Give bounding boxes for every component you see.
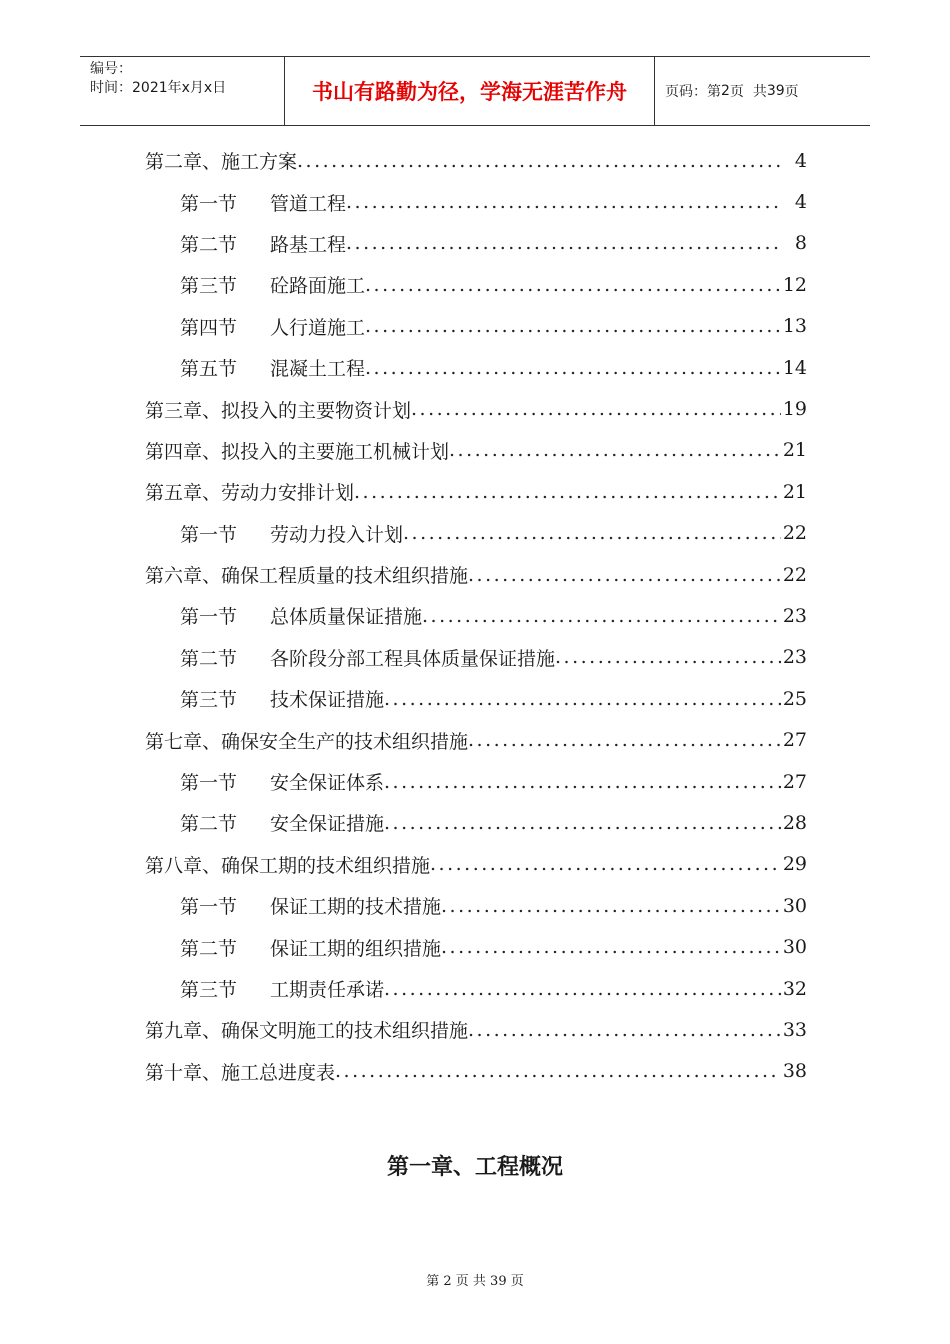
toc-entry-title: 人行道施工 xyxy=(270,316,366,339)
toc-entry-title: 混凝土工程 xyxy=(270,358,366,381)
toc-entry-title: 技术保证措施 xyxy=(270,689,385,712)
toc-page-number: 22 xyxy=(782,563,807,586)
toc-section-entry[interactable] xyxy=(145,347,807,388)
toc-page-number: 8 xyxy=(794,232,807,255)
toc-chapter-entry[interactable] xyxy=(145,140,807,181)
toc-section-number: 第二节 xyxy=(180,647,238,670)
page-mid: 页 共 xyxy=(729,84,767,100)
toc-page-number: 27 xyxy=(782,770,807,793)
toc-entry-title: 总体质量保证措施 xyxy=(270,606,423,629)
toc-section-number: 第三节 xyxy=(180,275,238,298)
toc-entry-title: 砼路面施工 xyxy=(270,275,366,298)
table-of-contents xyxy=(145,140,807,1092)
toc-page-number: 12 xyxy=(782,273,807,296)
page-header xyxy=(80,56,870,126)
toc-entry-title: 各阶段分部工程具体质量保证措施 xyxy=(270,647,556,670)
toc-leader-dots xyxy=(449,439,781,461)
toc-section-number: 第一节 xyxy=(180,606,238,629)
toc-entry-title: 工期责任承诺 xyxy=(270,979,385,1001)
toc-leader-dots xyxy=(555,646,781,668)
toc-entry-title: 第九章、确保文明施工的技术组织措施 xyxy=(145,1020,469,1043)
toc-page-number: 38 xyxy=(782,1060,807,1083)
toc-chapter-entry[interactable] xyxy=(145,719,807,760)
toc-page-number: 27 xyxy=(782,729,807,752)
header-motto: 书山有路勤为径，学海无涯苦作舟 xyxy=(284,57,655,125)
toc-leader-dots xyxy=(441,936,781,958)
header-meta xyxy=(80,57,284,125)
toc-chapter-entry[interactable] xyxy=(145,471,807,512)
toc-section-number: 第三节 xyxy=(180,689,238,712)
document-time: 时间：2021年x月x日 xyxy=(90,80,227,96)
toc-entry-title: 安全保证措施 xyxy=(270,813,385,836)
toc-leader-dots xyxy=(384,812,781,834)
toc-section-entry[interactable] xyxy=(145,264,807,305)
toc-entry-title: 管道工程 xyxy=(270,192,347,215)
toc-entry-title: 第八章、确保工期的技术组织措施 xyxy=(145,854,431,877)
toc-section-number: 第四节 xyxy=(180,316,238,339)
toc-page-number: 4 xyxy=(794,149,807,172)
toc-section-number: 第五节 xyxy=(180,358,238,381)
toc-leader-dots xyxy=(365,357,781,379)
toc-page-number: 4 xyxy=(794,191,807,214)
toc-section-number: 第一节 xyxy=(180,896,238,919)
toc-page-number: 21 xyxy=(782,439,807,462)
toc-leader-dots xyxy=(422,605,781,627)
toc-entry-title: 第五章、劳动力安排计划 xyxy=(145,482,355,505)
toc-page-number: 28 xyxy=(782,811,807,834)
toc-leader-dots xyxy=(346,232,781,254)
toc-section-number: 第一节 xyxy=(180,523,238,546)
toc-section-number: 第一节 xyxy=(180,192,238,215)
toc-section-entry[interactable] xyxy=(145,968,807,1009)
toc-page-number: 14 xyxy=(782,356,807,379)
toc-leader-dots xyxy=(365,315,781,337)
toc-entry-title: 第二章、施工方案 xyxy=(145,151,298,174)
toc-section-entry[interactable] xyxy=(145,926,807,967)
toc-chapter-entry[interactable] xyxy=(145,388,807,429)
page-prefix: 页码：第 xyxy=(665,84,721,100)
toc-section-entry[interactable] xyxy=(145,513,807,554)
toc-entry-title: 第六章、确保工程质量的技术组织措施 xyxy=(145,565,469,588)
toc-chapter-entry[interactable] xyxy=(145,1009,807,1050)
toc-leader-dots xyxy=(335,1060,781,1082)
toc-leader-dots xyxy=(441,895,781,917)
toc-page-number: 23 xyxy=(782,604,807,627)
toc-section-entry[interactable] xyxy=(145,637,807,678)
header-page-info xyxy=(655,57,870,125)
toc-section-number: 第二节 xyxy=(180,233,238,256)
toc-leader-dots xyxy=(468,564,781,586)
toc-entry-title: 第三章、拟投入的主要物资计划 xyxy=(145,399,412,422)
toc-leader-dots xyxy=(346,191,781,213)
toc-page-number: 21 xyxy=(782,480,807,503)
toc-section-entry[interactable] xyxy=(145,761,807,802)
toc-entry-title: 保证工期的组织措施 xyxy=(270,937,442,960)
toc-leader-dots xyxy=(403,522,781,544)
toc-page-number: 22 xyxy=(782,522,807,545)
page-suffix: 页 xyxy=(784,84,799,100)
toc-page-number: 13 xyxy=(782,315,807,338)
toc-entry-title: 劳动力投入计划 xyxy=(270,523,404,546)
toc-entry-title: 第七章、确保安全生产的技术组织措施 xyxy=(145,730,469,753)
toc-leader-dots xyxy=(430,853,781,875)
toc-leader-dots xyxy=(384,978,781,1000)
toc-page-number: 29 xyxy=(782,853,807,876)
toc-leader-dots xyxy=(384,771,781,793)
page-current: 2 xyxy=(721,83,730,99)
toc-leader-dots xyxy=(297,150,781,172)
toc-leader-dots xyxy=(468,1019,781,1041)
toc-section-entry[interactable] xyxy=(145,306,807,347)
toc-section-entry[interactable] xyxy=(145,223,807,264)
toc-leader-dots xyxy=(384,688,781,710)
toc-section-entry[interactable] xyxy=(145,181,807,222)
toc-section-entry[interactable] xyxy=(145,885,807,926)
toc-page-number: 23 xyxy=(782,646,807,669)
document-number-label: 编号： xyxy=(90,61,132,77)
toc-section-number: 第三节 xyxy=(180,979,238,1001)
toc-page-number: 25 xyxy=(782,687,807,710)
toc-page-number: 19 xyxy=(782,398,807,421)
toc-entry-title: 第四章、拟投入的主要施工机械计划 xyxy=(145,440,450,463)
toc-chapter-entry[interactable] xyxy=(145,554,807,595)
toc-chapter-entry[interactable] xyxy=(145,844,807,885)
toc-section-number: 第一节 xyxy=(180,772,238,795)
toc-leader-dots xyxy=(354,481,781,503)
toc-section-entry[interactable] xyxy=(145,802,807,843)
toc-page-number: 33 xyxy=(782,1018,807,1041)
toc-section-number: 第二节 xyxy=(180,813,238,836)
toc-chapter-entry[interactable] xyxy=(145,430,807,471)
toc-leader-dots xyxy=(468,729,781,751)
chapter-heading: 第一章、工程概况 xyxy=(386,1154,563,1180)
toc-entry-title: 路基工程 xyxy=(270,233,347,256)
toc-entry-title: 安全保证体系 xyxy=(270,772,385,795)
toc-page-number: 32 xyxy=(782,977,807,1000)
toc-entry-title: 第十章、施工总进度表 xyxy=(145,1061,336,1084)
toc-page-number: 30 xyxy=(782,894,807,917)
toc-page-number: 30 xyxy=(782,936,807,959)
toc-entry-title: 保证工期的技术措施 xyxy=(270,896,442,919)
toc-section-number: 第二节 xyxy=(180,937,238,960)
toc-leader-dots xyxy=(365,274,781,296)
toc-section-entry[interactable] xyxy=(145,678,807,719)
toc-leader-dots xyxy=(411,398,781,420)
page-total: 39 xyxy=(766,83,785,99)
toc-chapter-entry[interactable] xyxy=(145,1051,807,1092)
page-footer: 第 2 页 共 39 页 xyxy=(426,1274,524,1289)
toc-section-entry[interactable] xyxy=(145,595,807,636)
